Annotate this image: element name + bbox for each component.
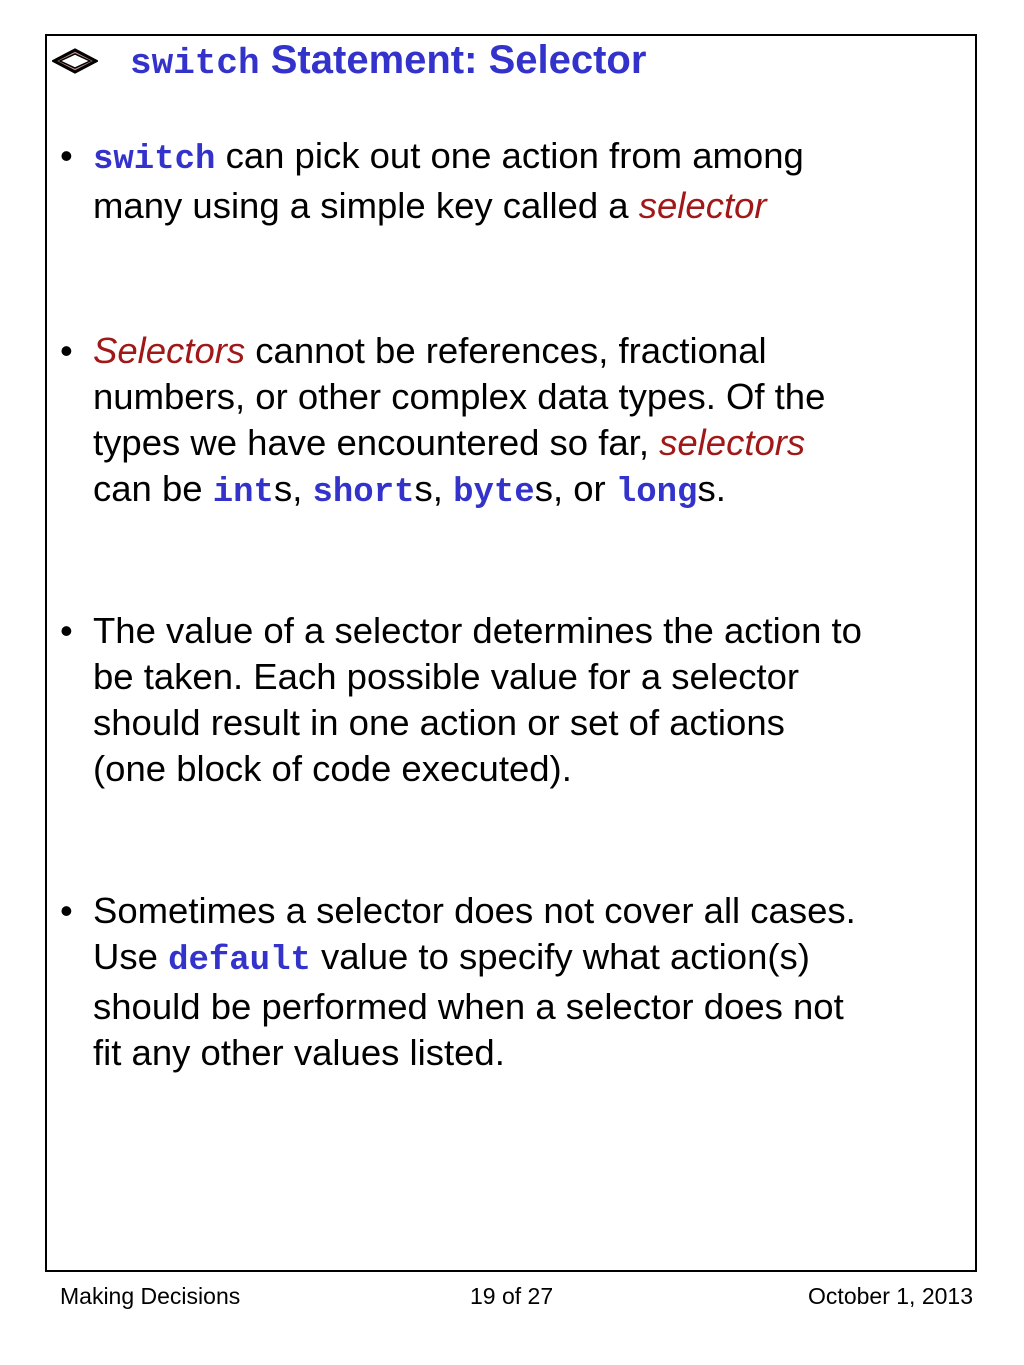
code-keyword: long: [615, 474, 698, 512]
bullet-item: [60, 328, 980, 516]
text-run: should be performed when a selector does not: [93, 986, 844, 1027]
bullet-line: [60, 1030, 980, 1076]
bullet-line: [60, 133, 980, 183]
text-run: numbers, or other complex data types. Of the: [93, 376, 826, 417]
footer-date: October 1, 2013: [808, 1283, 973, 1309]
text-run: can be: [93, 468, 213, 509]
emphasis-text: Selectors: [93, 330, 246, 371]
title-label: Statement: Selector: [270, 38, 647, 82]
text-run: s,: [273, 468, 313, 509]
bullet-line: [60, 608, 980, 654]
text-run: The value of a selector determines the action to: [93, 610, 862, 651]
code-keyword: short: [312, 474, 415, 512]
emphasis-text: selector: [638, 185, 767, 226]
bullet-item: [60, 608, 980, 792]
bullet-line: [60, 420, 980, 466]
bullet-line: [60, 934, 980, 984]
text-run: be taken. Each possible value for a selector: [93, 656, 800, 697]
diamond-bullet-icon: [52, 48, 98, 74]
bullet-line: [60, 374, 980, 420]
title-text: [130, 38, 646, 84]
slide-title: [52, 36, 646, 86]
bullet-line: [60, 700, 980, 746]
bullet-dot-icon: •: [60, 330, 73, 371]
text-run: fit any other values listed.: [93, 1032, 505, 1073]
bullet-item: [60, 888, 980, 1076]
text-run: s,: [414, 468, 454, 509]
bullet-line: [60, 466, 980, 516]
text-run: should result in one action or set of actions: [93, 702, 785, 743]
text-run: can pick out one action from among: [215, 135, 804, 176]
code-keyword: byte: [453, 474, 535, 512]
bullet-line: [60, 328, 980, 374]
bullet-line: [60, 183, 980, 229]
title-code: switch: [130, 43, 260, 84]
text-run: Use: [93, 936, 169, 977]
bullet-dot-icon: •: [60, 890, 73, 931]
text-run: Sometimes a selector does not cover all cases.: [93, 890, 856, 931]
bullet-dot-icon: •: [60, 610, 73, 651]
text-run: types we have encountered so far,: [93, 422, 660, 463]
bullet-line: [60, 888, 980, 934]
code-keyword: switch: [93, 141, 216, 179]
emphasis-text: selectors: [659, 422, 806, 463]
bullet-line: [60, 654, 980, 700]
text-run: (one block of code executed).: [93, 748, 572, 789]
footer-page-number: 19 of 27: [470, 1283, 554, 1309]
footer-left: Making Decisions: [60, 1283, 241, 1309]
bullet-item: [60, 133, 980, 229]
text-run: many using a simple key called a: [93, 185, 639, 226]
text-run: s, or: [534, 468, 616, 509]
code-keyword: int: [212, 474, 274, 512]
bullet-dot-icon: •: [60, 135, 73, 176]
code-keyword: default: [168, 942, 311, 980]
text-run: value to specify what action(s): [310, 936, 810, 977]
text-run: cannot be references, fractional: [245, 330, 767, 371]
text-run: s.: [697, 468, 726, 509]
bullet-line: [60, 984, 980, 1030]
bullet-line: [60, 746, 980, 792]
